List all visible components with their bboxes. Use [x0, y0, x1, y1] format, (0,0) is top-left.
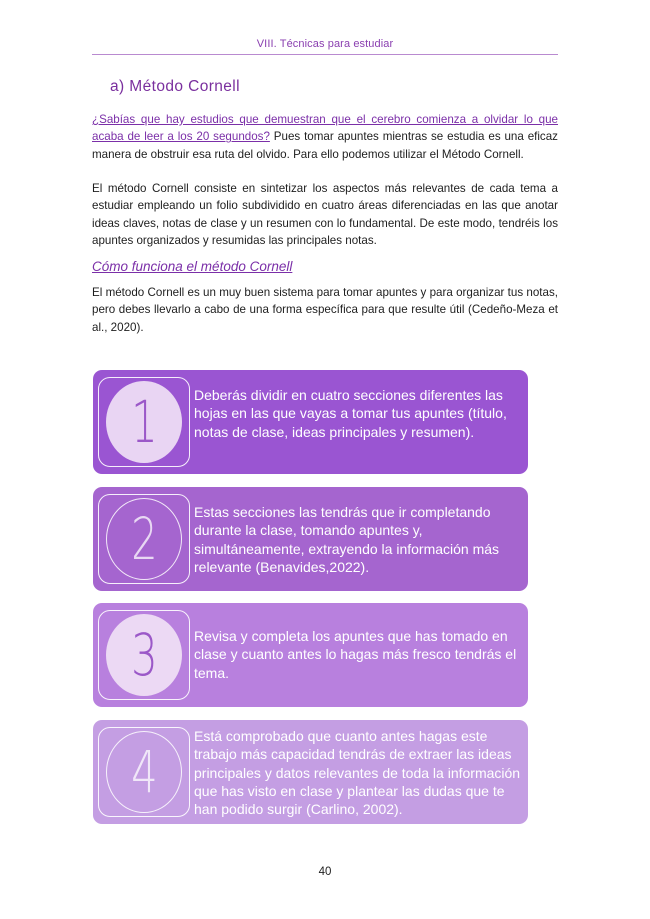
step-number: 4: [130, 738, 158, 806]
step-number-frame: [98, 494, 190, 584]
step-number: 1: [130, 388, 158, 456]
step-number-frame: [98, 727, 190, 817]
step-number-badge: [106, 731, 182, 813]
step-card-2: [93, 487, 528, 591]
header-divider: [92, 54, 558, 55]
running-header: VIII. Técnicas para estudiar: [256, 38, 394, 50]
section-title: a) Método Cornell: [110, 78, 240, 95]
step-number-badge: [106, 498, 182, 580]
intro-paragraph: [92, 111, 558, 163]
how-it-works-heading: Cómo funciona el método Cornell: [92, 259, 293, 274]
step-number: 3: [130, 621, 158, 689]
step-card-1: [93, 370, 528, 474]
step-card-3: [93, 603, 528, 707]
step-number-badge: [106, 381, 182, 463]
step-number-frame: [98, 610, 190, 700]
step-text: Revisa y completa los apuntes que has tomado en clase y cuanto antes lo hagas más fresco tendrás el tema.: [194, 628, 517, 681]
step-number-frame: [98, 377, 190, 467]
step-text: Está comprobado que cuanto antes hagas este trabajo más capacidad tendrás de extraer las ideas principales y datos relevantes de toda la información que has visto en clase y plantear las dudas que te han podido surgir (Carlino, 2002).: [194, 728, 521, 818]
how-it-works-paragraph: El método Cornell es un muy buen sistema para tomar apuntes y para organizar tus notas, pero debes llevarlo a cabo de una forma específica para que resulte útil (Cedeño-Meza et al., 2020).: [92, 286, 558, 334]
step-text: Deberás dividir en cuatro secciones diferentes las hojas en las que vayas a tomar tus apuntes (título, notas de clase, ideas principales y resumen).: [194, 387, 507, 440]
intro-paragraph-text: Pues tomar apuntes mientras se estudia es una eficaz manera de obstruir esa ruta del olvido. Para ello podemos utilizar el Método Cornell.: [92, 130, 558, 161]
intro-question-link[interactable]: ¿Sabías que hay estudios que demuestran que el cerebro comienza a olvidar lo que acaba de leer a los 20 segundos?: [92, 113, 558, 144]
step-number-badge: [106, 614, 182, 696]
step-text: Estas secciones las tendrás que ir completando durante la clase, tomando apuntes y, simultáneamente, extrayendo la información más relevante (Benavides,2022).: [194, 504, 500, 575]
step-number: 2: [130, 505, 158, 573]
description-paragraph: El método Cornell consiste en sintetizar los aspectos más relevantes de cada tema a estudiar empleando un folio subdividido en cuatro áreas diferenciadas en las que anotar ideas claves, notas de clase y un resumen con lo fundamental. De este modo, tendréis los apuntes organizados y resumidas las principales notas.: [92, 182, 558, 247]
step-card-4: [93, 720, 528, 824]
page-number: 40: [318, 866, 332, 878]
